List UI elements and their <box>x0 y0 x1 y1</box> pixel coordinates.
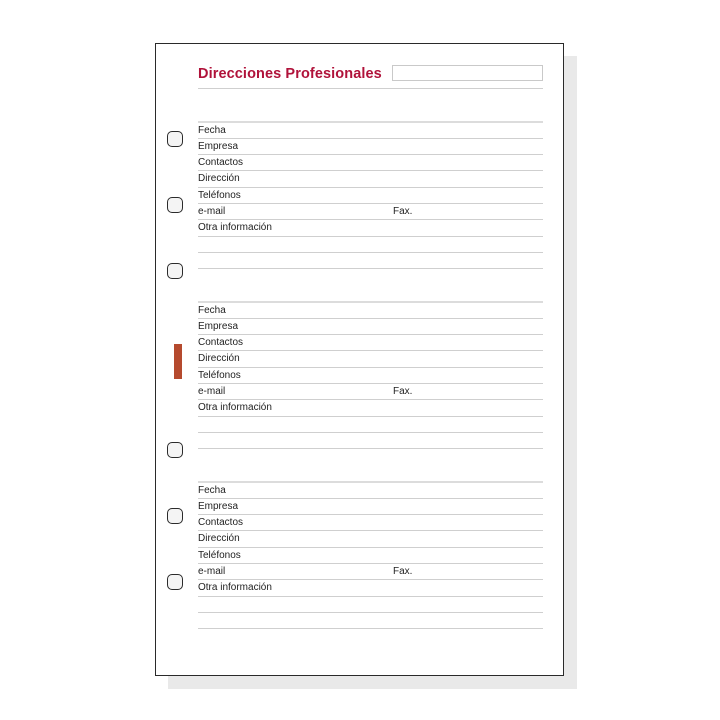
brand-name: finocam <box>169 347 176 373</box>
row-rule <box>198 563 543 564</box>
address-sheet <box>155 43 564 676</box>
title-input-box[interactable] <box>392 65 543 81</box>
block-3-separator <box>198 481 543 483</box>
row-rule <box>198 596 543 597</box>
row-rule <box>198 399 543 400</box>
row-rule <box>198 203 543 204</box>
row-rule <box>198 416 543 417</box>
label-empresa: Empresa <box>198 141 239 152</box>
label-contactos: Contactos <box>198 157 244 168</box>
row-rule <box>198 498 543 499</box>
label-direccion: Dirección <box>198 353 240 364</box>
label-otra-informacion: Otra información <box>198 222 272 233</box>
row-rule <box>198 170 543 171</box>
label-direccion: Dirección <box>198 533 240 544</box>
row-rule <box>198 187 543 188</box>
binder-hole-icon <box>167 508 183 524</box>
block-2-separator <box>198 301 543 303</box>
label-fecha: Fecha <box>198 305 226 316</box>
label-telefonos: Teléfonos <box>198 550 241 561</box>
page-title: Direcciones Profesionales <box>198 66 382 82</box>
row-rule <box>198 236 543 237</box>
label-otra-informacion: Otra información <box>198 402 272 413</box>
binder-hole-icon <box>167 131 183 147</box>
label-direccion: Dirección <box>198 173 240 184</box>
row-rule <box>198 628 543 629</box>
binder-hole-icon <box>167 574 183 590</box>
label-email: e-mail <box>198 206 226 217</box>
row-rule <box>198 547 543 548</box>
row-rule <box>198 252 543 253</box>
row-rule <box>198 530 543 531</box>
label-fax: Fax. <box>393 206 413 217</box>
row-rule <box>198 514 543 515</box>
row-rule <box>198 612 543 613</box>
label-email: e-mail <box>198 386 226 397</box>
row-rule <box>198 219 543 220</box>
binder-hole-icon <box>167 263 183 279</box>
label-telefonos: Teléfonos <box>198 370 241 381</box>
label-fecha: Fecha <box>198 485 226 496</box>
row-rule <box>198 268 543 269</box>
label-contactos: Contactos <box>198 337 244 348</box>
row-rule <box>198 432 543 433</box>
label-fecha: Fecha <box>198 125 226 136</box>
row-rule <box>198 154 543 155</box>
label-otra-informacion: Otra información <box>198 582 272 593</box>
row-rule <box>198 383 543 384</box>
label-fax: Fax. <box>393 386 413 397</box>
row-rule <box>198 350 543 351</box>
block-1-separator <box>198 121 543 123</box>
title-rule <box>198 88 543 89</box>
label-telefonos: Teléfonos <box>198 190 241 201</box>
label-contactos: Contactos <box>198 517 244 528</box>
row-rule <box>198 318 543 319</box>
label-email: e-mail <box>198 566 226 577</box>
row-rule <box>198 579 543 580</box>
row-rule <box>198 448 543 449</box>
brand-logo <box>169 344 182 379</box>
binder-hole-icon <box>167 442 183 458</box>
label-fax: Fax. <box>393 566 413 577</box>
label-empresa: Empresa <box>198 321 239 332</box>
row-rule <box>198 367 543 368</box>
binder-hole-icon <box>167 197 183 213</box>
row-rule <box>198 334 543 335</box>
row-rule <box>198 138 543 139</box>
label-empresa: Empresa <box>198 501 239 512</box>
